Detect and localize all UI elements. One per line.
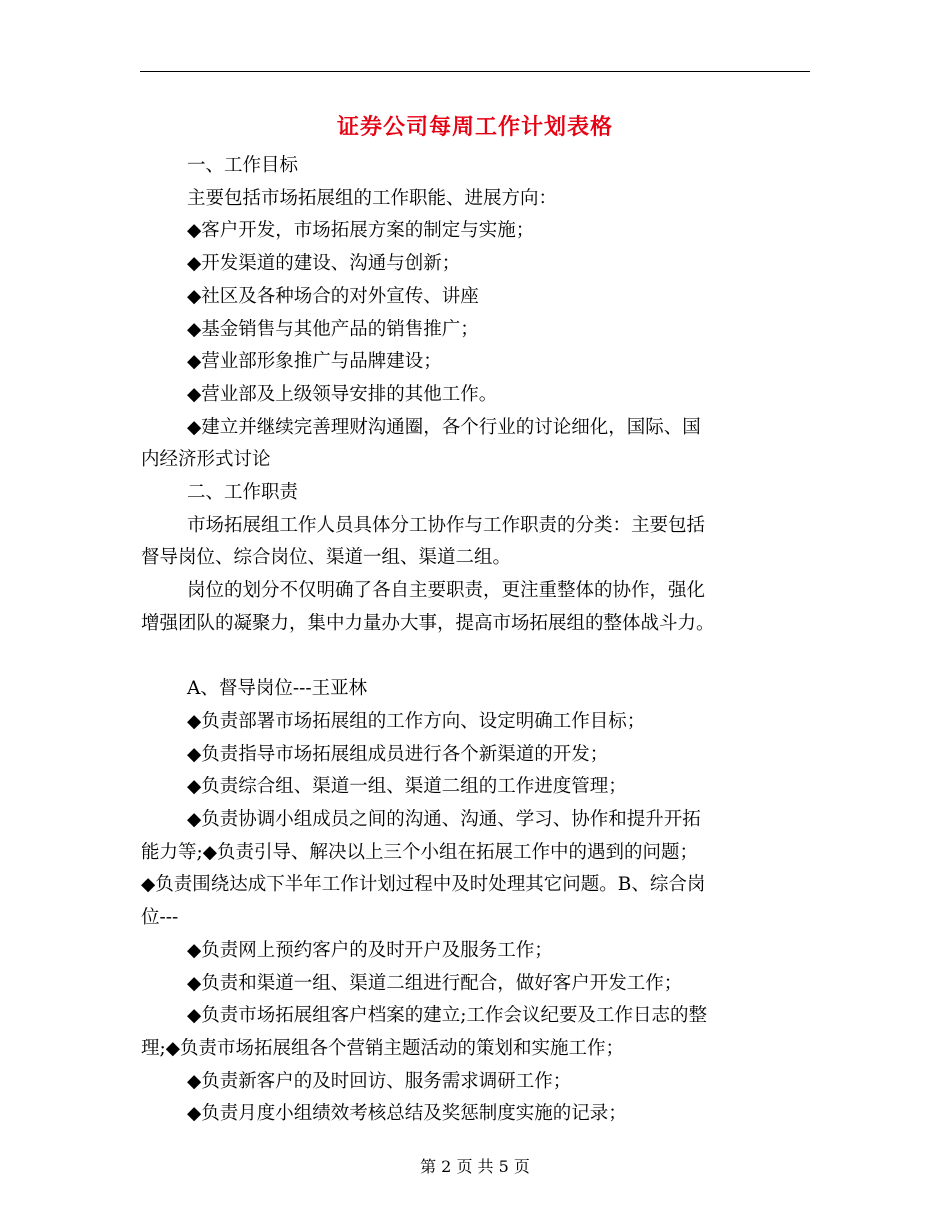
header-rule xyxy=(140,71,810,72)
bullet-item: ◆负责围绕达成下半年工作计划过程中及时处理其它问题。B、综合岗 xyxy=(141,874,706,896)
bullet-item: ◆基金销售与其他产品的销售推广； xyxy=(187,318,479,340)
bullet-item: ◆负责部署市场拓展组的工作方向、设定明确工作目标； xyxy=(187,710,646,732)
bullet-item: ◆客户开发，市场拓展方案的制定与实施； xyxy=(187,220,535,242)
paragraph-continued: 督导岗位、综合岗位、渠道一组、渠道二组。 xyxy=(141,547,512,569)
bullet-item: ◆负责新客户的及时回访、服务需求调研工作； xyxy=(187,1070,572,1092)
paragraph: 主要包括市场拓展组的工作职能、进展方向： xyxy=(187,187,558,209)
bullet-item: ◆负责市场拓展组客户档案的建立;工作会议纪要及工作日志的整 xyxy=(187,1005,707,1027)
bullet-item: ◆社区及各种场合的对外宣传、讲座 xyxy=(187,285,479,307)
page-number-footer: 第 2 页 共 5 页 xyxy=(420,1157,530,1176)
bullet-item: ◆负责网上预约客户的及时开户及服务工作； xyxy=(187,939,553,961)
document-title: 证券公司每周工作计划表格 xyxy=(336,114,613,140)
section-heading-goals: 一、工作目标 xyxy=(187,155,299,176)
bullet-item-continued: 能力等;◆负责引导、解决以上三个小组在拓展工作中的遇到的问题； xyxy=(141,841,698,863)
bullet-item: ◆开发渠道的建设、沟通与创新； xyxy=(187,253,461,275)
bullet-item: ◆负责月度小组绩效考核总结及奖惩制度实施的记录； xyxy=(187,1103,627,1125)
bullet-item: ◆营业部形象推广与品牌建设； xyxy=(187,351,442,373)
bullet-item: ◆建立并继续完善理财沟通圈，各个行业的讨论细化，国际、国 xyxy=(187,416,701,438)
bullet-item-continued: 内经济形式讨论 xyxy=(141,449,271,471)
bullet-item-continued: 理;◆负责市场拓展组各个营销主题活动的策划和实施工作； xyxy=(141,1037,624,1059)
paragraph: 市场拓展组工作人员具体分工协作与工作职责的分类：主要包括 xyxy=(187,514,706,536)
bullet-item: ◆营业部及上级领导安排的其他工作。 xyxy=(187,383,498,405)
subsection-heading-supervisor: A、督导岗位---王亚林 xyxy=(187,678,368,700)
bullet-item-continued: 位--- xyxy=(141,907,179,929)
paragraph-continued: 增强团队的凝聚力，集中力量办大事，提高市场拓展组的整体战斗力。 xyxy=(141,612,715,634)
section-heading-duties: 二、工作职责 xyxy=(187,482,299,504)
bullet-item: ◆负责综合组、渠道一组、渠道二组的工作进度管理； xyxy=(187,776,627,798)
bullet-item: ◆负责和渠道一组、渠道二组进行配合，做好客户开发工作； xyxy=(187,972,683,994)
bullet-item: ◆负责指导市场拓展组成员进行各个新渠道的开发； xyxy=(187,743,609,765)
document-body xyxy=(141,150,809,1131)
bullet-item: ◆负责协调小组成员之间的沟通、沟通、学习、协作和提升开拓 xyxy=(187,809,701,831)
paragraph: 岗位的划分不仅明确了各自主要职责，更注重整体的协作，强化 xyxy=(187,580,706,602)
blank-line xyxy=(141,641,809,674)
